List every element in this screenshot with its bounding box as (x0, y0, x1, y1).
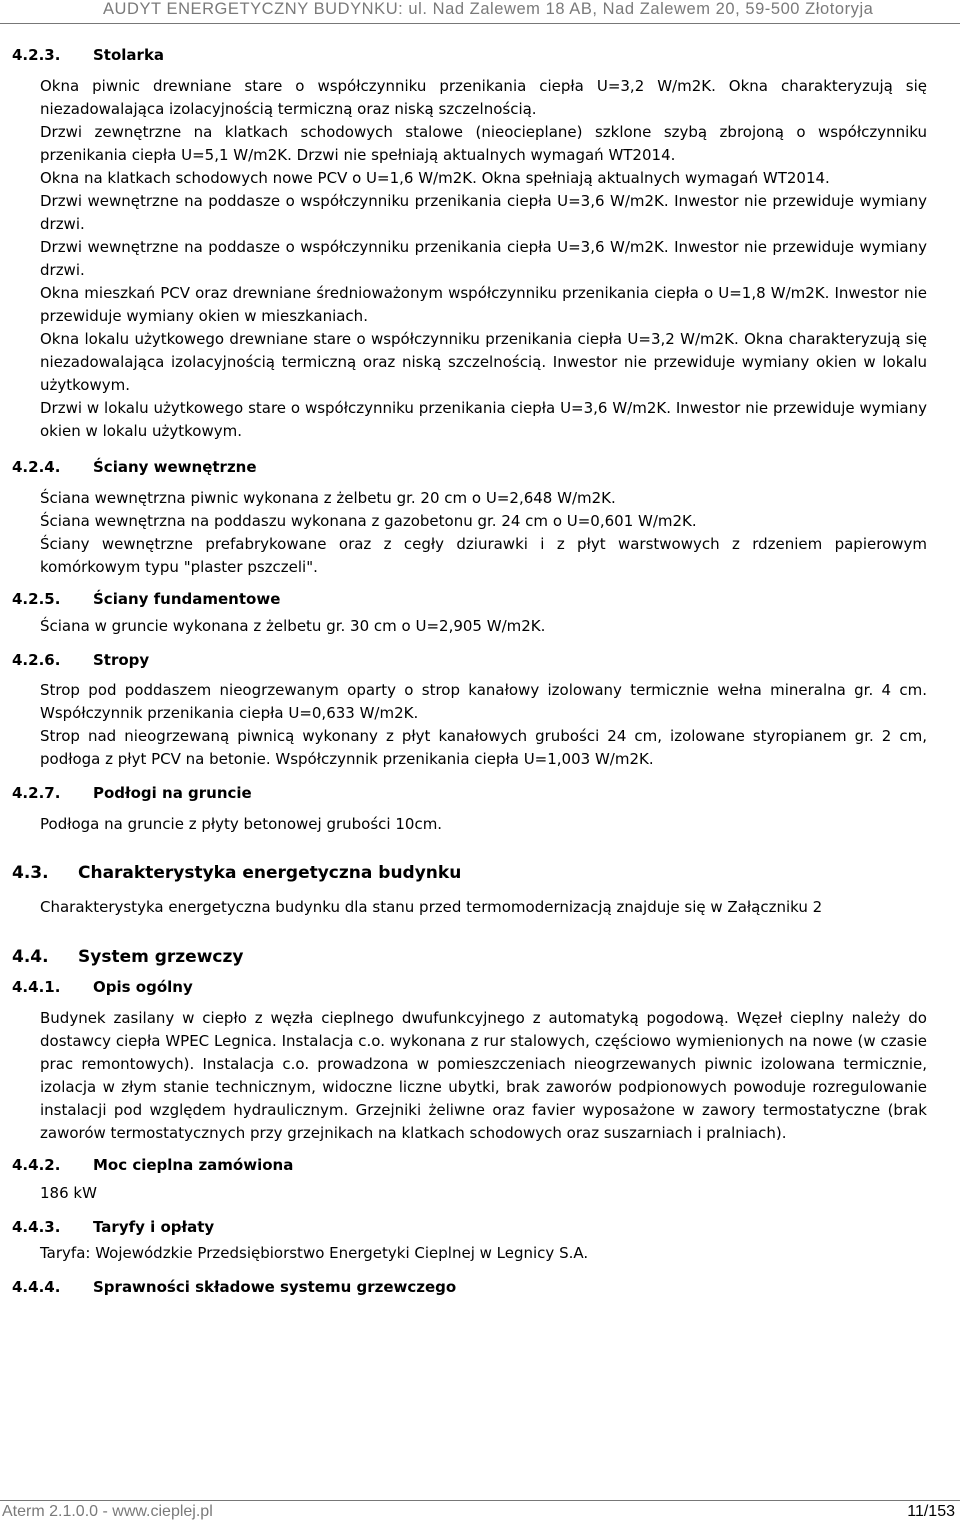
running-header: AUDYT ENERGETYCZNY BUDYNKU: ul. Nad Zalewem 18 AB, Nad Zalewem 20, 59-500 Złotoryja (103, 0, 874, 18)
section-heading-stropy (0, 638, 960, 672)
paragraph: Ściana wewnętrzna na poddaszu wykonana z gazobetonu gr. 24 cm o U=0,601 W/m2K. (40, 512, 697, 530)
paragraph: Okna na klatkach schodowych nowe PCV o U=1,6 W/m2K. Okna spełniają aktualnych wymagań WT2014. (40, 169, 830, 187)
section-title: Taryfy i opłaty (93, 1218, 215, 1236)
section-number: 4.4.3. (12, 1218, 61, 1236)
section-title: Stropy (93, 651, 150, 669)
section-heading-sciany-wewnetrzne (0, 449, 960, 481)
section-title: Ściany wewnętrzne (93, 458, 257, 476)
section-number: 4.2.7. (12, 784, 61, 802)
footer-software: Aterm 2.1.0.0 - www.cieplej.pl (2, 1503, 213, 1520)
paragraph: Drzwi zewnętrzne na klatkach schodowych stalowe (nieocieplane) szklone szybą zbrojoną o współczynniku przenikania ciepła U=5,1 W/m2K. Drzwi nie spełniają aktualnych wymagań WT2014. (40, 123, 927, 164)
section-number: 4.4.1. (12, 978, 61, 996)
section-heading-sprawnosci (0, 1265, 960, 1297)
section-title: Opis ogólny (93, 978, 193, 996)
paragraph: Drzwi wewnętrzne na poddasze o współczynniku przenikania ciepła U=3,6 W/m2K. Inwestor nie przewiduje wymiany drzwi. (40, 238, 927, 279)
section-heading-charakterystyka (0, 836, 960, 884)
paragraph: Drzwi w lokalu użytkowego stare o współczynniku przenikania ciepła U=3,6 W/m2K. Inwestor nie przewiduje wymiany okien w lokalu użytkowym. (40, 399, 927, 440)
section-title: System grzewczy (78, 947, 244, 967)
section-number: 4.3. (12, 863, 49, 883)
section-title: Stolarka (93, 46, 165, 64)
paragraph: Podłoga na gruncie z płyty betonowej grubości 10cm. (40, 815, 443, 833)
paragraph: Ściana wewnętrzna piwnic wykonana z żelbetu gr. 20 cm o U=2,648 W/m2K. (40, 489, 616, 507)
footer-rule (0, 1500, 960, 1501)
section-title: Podłogi na gruncie (93, 784, 252, 802)
section-heading-taryfy (0, 1205, 960, 1237)
paragraph: Strop pod poddaszem nieogrzewanym oparty o strop kanałowy izolowany termicznie wełna mineralna gr. 4 cm. Współczynnik przenikania ciepła U=0,633 W/m2K. (40, 681, 927, 722)
paragraph: Okna piwnic drewniane stare o współczynniku przenikania ciepła U=3,2 W/m2K. Okna charakteryzują się niezadowalająca izolacyjnością termiczną oraz niską szczelnością. (40, 77, 927, 118)
section-number: 4.4.4. (12, 1278, 61, 1296)
paragraph: Okna lokalu użytkowego drewniane stare o współczynniku przenikania ciepła U=3,2 W/m2K. Okna charakteryzują się niezadowalająca izolacyjnością termiczną oraz niską szczelnością. Inwestor nie przewiduje wymiany okien w lokalu użytkowym. (40, 330, 927, 394)
section-title: Charakterystyka energetyczna budynku (78, 863, 462, 883)
paragraph: Okna mieszkań PCV oraz drewniane średnioważonym współczynniku przenikania ciepła o U=1,8 W/m2K. Inwestor nie przewiduje wymiany okien w mieszkaniach. (40, 284, 927, 325)
section-heading-sciany-fundamentowe (0, 579, 960, 611)
paragraph: Strop nad nieogrzewaną piwnicą wykonany z płyt kanałowych grubości 24 cm, izolowane styropianem gr. 2 cm, podłoga z płyt PCV na betonie. Współczynnik przenikania ciepła U=1,003 W/m2K. (40, 727, 927, 768)
section-number: 4.4. (12, 947, 49, 967)
section-number: 4.2.6. (12, 651, 61, 669)
paragraph: Budynek zasilany w ciepło z węzła cieplnego dwufunkcyjnego z automatyką pogodową. Węzeł cieplny należy do dostawcy ciepła WPEC Legnica. Instalacja c.o. wykonana z rur stalowych, częściowo wymienionych na nowe (w czasie prac remontowych). Instalacja c.o. prowadzona w pomieszczeniach nieogrzewanych piwnic izolowana termicznie, izolacja w złym stanie technicznym, widoczne liczne ubytki, brak zaworów podpionowych powoduje rozregulowanie instalacji pod względem hydraulicznym. Grzejniki żeliwne oraz favier wyposażone w zawory termostatyczne (brak zaworów termostatycznych przy grzejnikach na klatkach schodowych oraz suszarniach i pralniach). (40, 1009, 927, 1142)
paragraph: Charakterystyka energetyczna budynku dla stanu przed termomodernizacją znajduje się w Załączniku 2 (40, 898, 823, 916)
section-heading-moc-cieplna (0, 1145, 960, 1175)
paragraph: Ściany wewnętrzne prefabrykowane oraz z cegły dziurawki i z płyt warstwowych z rdzeniem papierowym komórkowym typu "plaster pszczeli". (40, 535, 927, 576)
section-title: Moc cieplna zamówiona (93, 1156, 294, 1174)
header-rule (0, 23, 960, 24)
page-number: 11/153 (907, 1503, 955, 1520)
section-heading-system-grzewczy (0, 919, 960, 969)
section-heading-podlogi (0, 771, 960, 805)
section-heading-opis-ogolny (0, 969, 960, 997)
paragraph: Drzwi wewnętrzne na poddasze o współczynniku przenikania ciepła U=3,6 W/m2K. Inwestor nie przewiduje wymiany drzwi. (40, 192, 927, 233)
paragraph: Ściana w gruncie wykonana z żelbetu gr. 30 cm o U=2,905 W/m2K. (40, 617, 546, 635)
section-number: 4.2.5. (12, 590, 61, 608)
section-title: Ściany fundamentowe (93, 590, 281, 608)
section-number: 4.4.2. (12, 1156, 61, 1174)
moc-cieplna-value: 186 kW (40, 1184, 97, 1202)
section-heading-stolarka (0, 43, 960, 75)
section-number: 4.2.4. (12, 458, 61, 476)
section-title: Sprawności składowe systemu grzewczego (93, 1278, 457, 1296)
paragraph: Taryfa: Wojewódzkie Przedsiębiorstwo Energetyki Cieplnej w Legnicy S.A. (40, 1244, 589, 1262)
section-number: 4.2.3. (12, 46, 61, 64)
document-body (0, 43, 960, 1297)
